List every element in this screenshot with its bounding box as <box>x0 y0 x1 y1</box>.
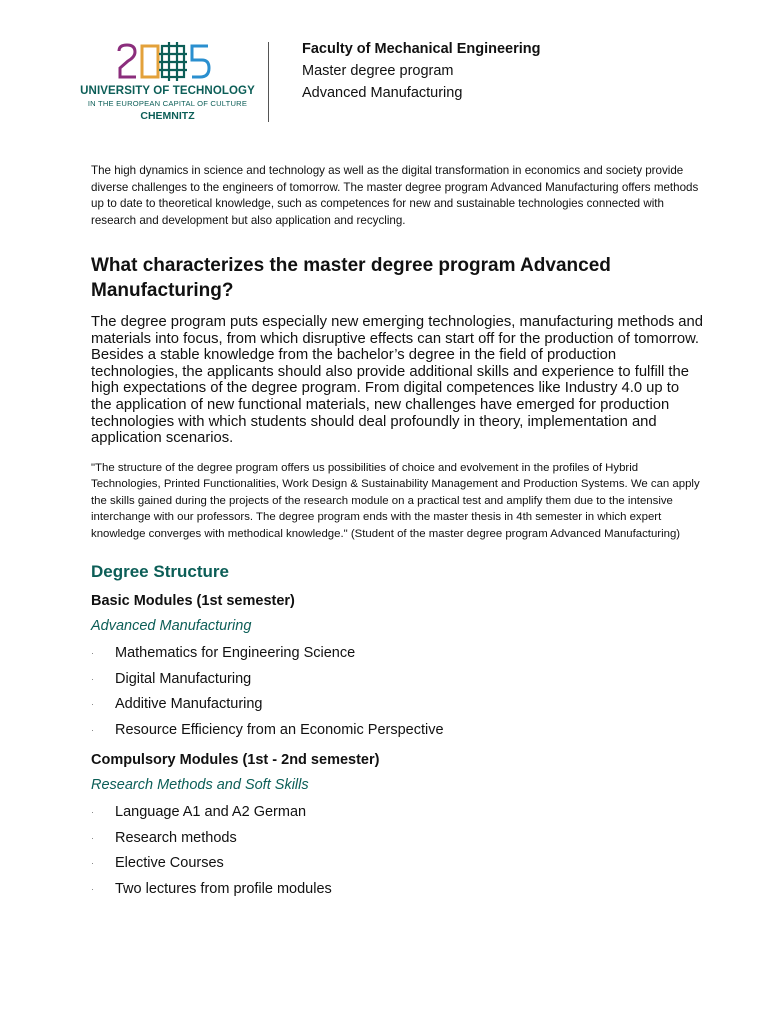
degree-structure-heading: Degree Structure <box>91 562 229 582</box>
list-item: · Research methods <box>91 826 703 852</box>
university-logo <box>80 40 255 125</box>
bullet-icon: · <box>91 858 94 869</box>
header-divider <box>268 42 269 122</box>
section-heading: What characterizes the master degree program Advanced Manufacturing? <box>91 255 611 301</box>
list-item: · Additive Manufacturing <box>91 692 703 718</box>
list-item: · Digital Manufacturing <box>91 667 703 693</box>
logo-university-name: UNIVERSITY OF TECHNOLOGY <box>80 85 255 97</box>
bullet-icon: · <box>91 832 94 843</box>
bullet-icon: · <box>91 807 94 818</box>
document-body <box>91 163 703 910</box>
basic-modules-list <box>91 641 703 743</box>
intro-paragraph: The high dynamics in science and technology as well as the digital transformation in economics and society provide diverse challenges to the engineers of tomorrow. The master degree program Advanced Manufacturing offers methods up to date to theoretical knowledge, such as competences for new and sustainable technologies connected with research and development but also application and recycling. <box>91 164 699 227</box>
list-item: · Resource Efficiency from an Economic Perspective <box>91 718 703 744</box>
list-item: · Two lectures from profile modules <box>91 877 703 903</box>
bullet-icon: · <box>91 699 94 710</box>
basic-modules-title: Basic Modules (1st semester) <box>91 593 295 610</box>
list-item: · Elective Courses <box>91 851 703 877</box>
program-type: Master degree program <box>302 63 454 79</box>
bullet-icon: · <box>91 648 94 659</box>
list-item: · Language A1 and A2 German <box>91 800 703 826</box>
basic-modules-subtitle: Advanced Manufacturing <box>91 618 252 635</box>
bullet-icon: · <box>91 724 94 735</box>
list-item: · Mathematics for Engineering Science <box>91 641 703 667</box>
header-text <box>302 38 541 104</box>
bullet-icon: · <box>91 673 94 684</box>
logo-2025-mark-icon <box>116 42 212 82</box>
faculty-name: Faculty of Mechanical Engineering <box>302 41 541 57</box>
logo-city: CHEMNITZ <box>140 110 195 122</box>
student-quote: "The structure of the degree program offers us possibilities of choice and evolvement in the profiles of Hybrid Technologies, Printed Functionalities, Work Design & Sustainability Management and Production Systems. We can apply the skills gained during the projects of the research module on a practical test and amplify them due to the intensive interchange with our professors. The degree program ends with the master thesis in 4th semester in which expert knowledge converges with methodical knowledge." (Student of the master degree program Advanced Manufacturing) <box>91 461 700 540</box>
logo-tagline: IN THE EUROPEAN CAPITAL OF CULTURE <box>87 99 248 108</box>
compulsory-modules-title: Compulsory Modules (1st - 2nd semester) <box>91 752 380 769</box>
program-name: Advanced Manufacturing <box>302 85 463 101</box>
page-header <box>0 0 768 140</box>
program-description: The degree program puts especially new emerging technologies, manufacturing methods and materials into focus, from which disruptive effects can start off for the production of tomorrow. Besides a stable knowledge from the bachelor’s degree in the field of production technologies, the applicants should also provide additional skills and experience to fulfill the high expectations of the degree program. From digital competences like Industry 4.0 up to the application of new functional materials, new challenges have emerged for production technologies with which students should deal profoundly in theory, implementation and application scenarios. <box>91 314 703 447</box>
bullet-icon: · <box>91 883 94 894</box>
compulsory-modules-subtitle: Research Methods and Soft Skills <box>91 777 309 794</box>
compulsory-modules-list <box>91 800 703 902</box>
